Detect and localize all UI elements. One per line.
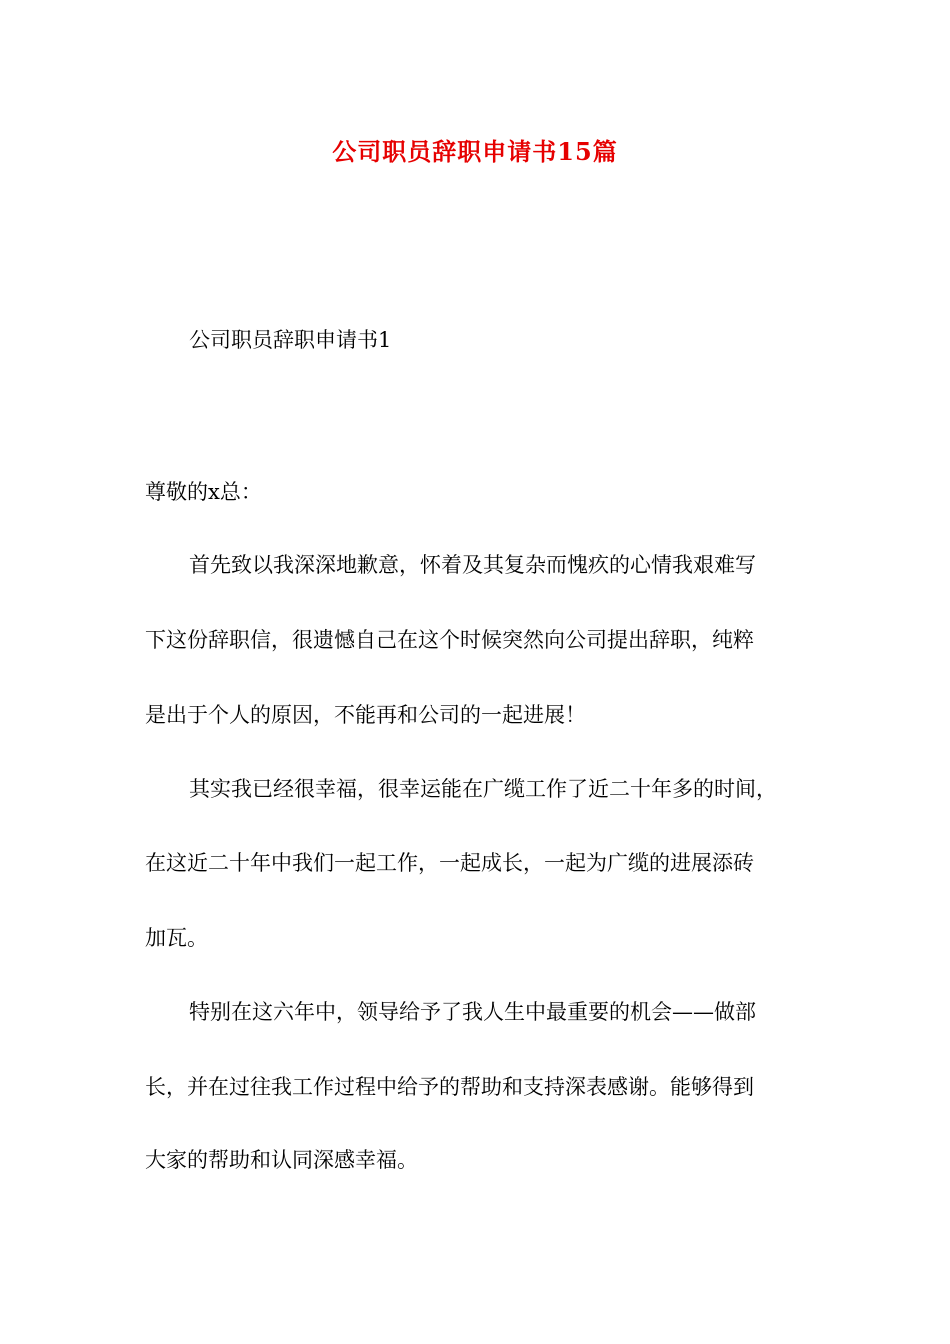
paragraph-line: 其实我已经很幸福，很幸运能在广缆工作了近二十年多的时间， [189, 777, 777, 801]
paragraph-line: 是出于个人的原因，不能再和公司的一起进展！ [145, 703, 586, 727]
paragraph-line: 长，并在过往我工作过程中给予的帮助和支持深表感谢。能够得到 [145, 1075, 754, 1099]
paragraph-line: 首先致以我深深地歉意，怀着及其复杂而愧疚的心情我艰难写 [189, 553, 756, 577]
paragraph-line: 在这近二十年中我们一起工作，一起成长，一起为广缆的进展添砖 [145, 851, 754, 875]
salutation: 尊敬的x总： [145, 480, 262, 504]
section-heading: 公司职员辞职申请书1 [189, 328, 392, 352]
paragraph-line: 大家的帮助和认同深感幸福。 [145, 1148, 418, 1172]
paragraph-line: 加瓦。 [145, 926, 208, 950]
paragraph-line: 下这份辞职信，很遗憾自己在这个时候突然向公司提出辞职，纯粹 [145, 628, 754, 652]
paragraph-line: 特别在这六年中，领导给予了我人生中最重要的机会——做部 [189, 1000, 756, 1024]
document-title: 公司职员辞职申请书15篇 [332, 137, 618, 166]
